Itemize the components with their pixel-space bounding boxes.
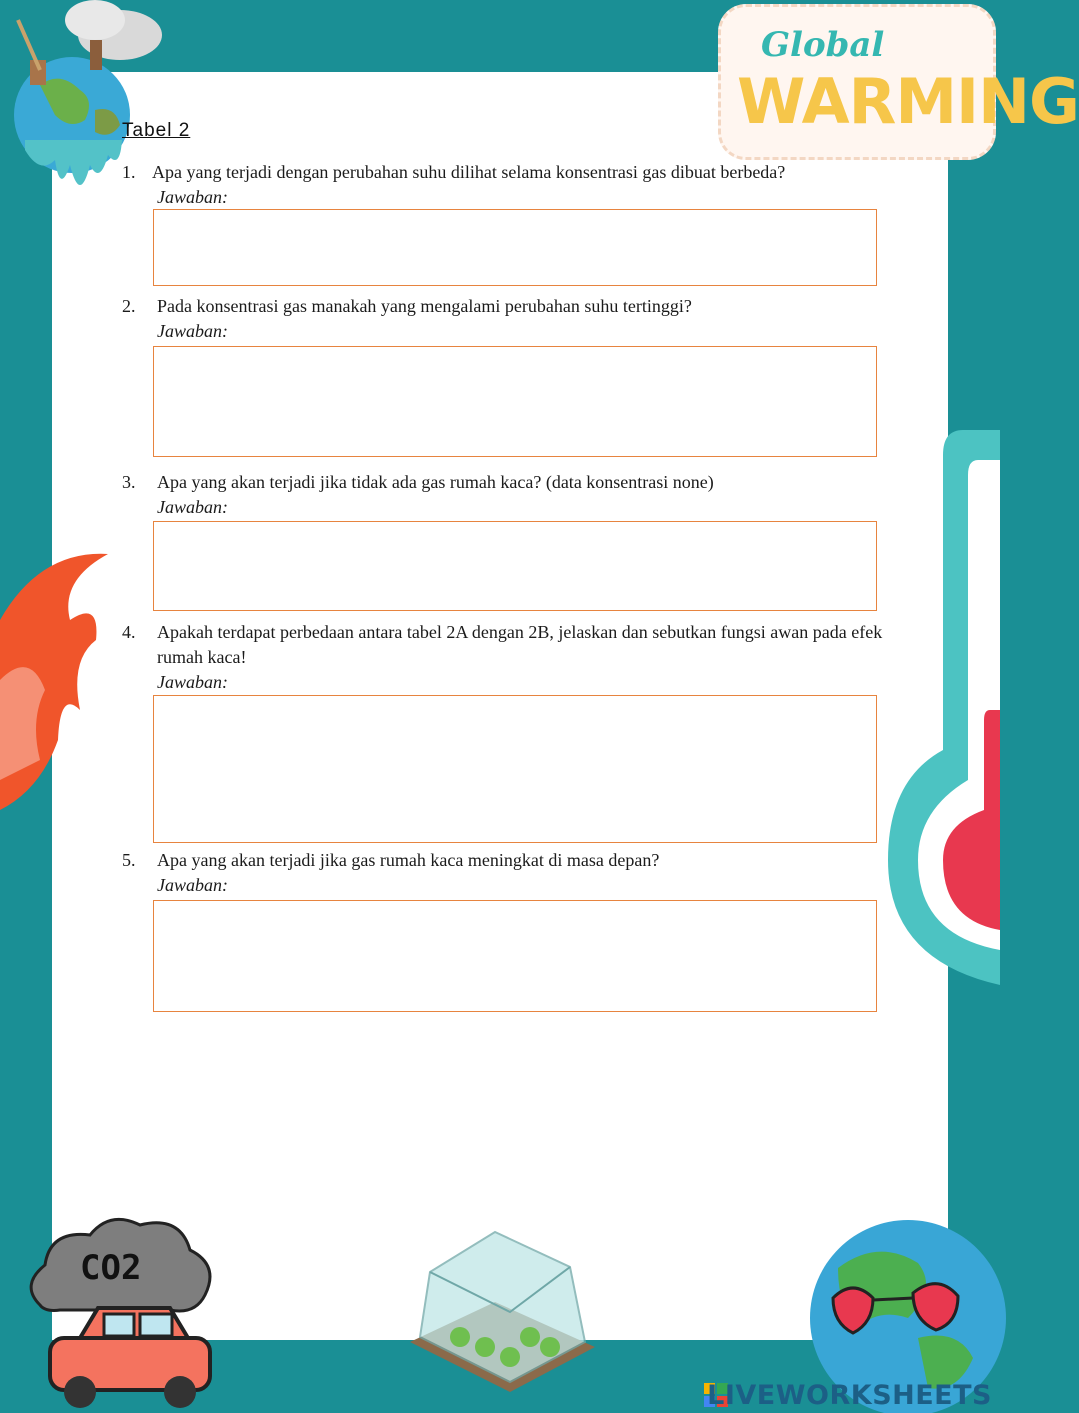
co2-label: CO2	[80, 1248, 142, 1288]
question-4	[122, 620, 892, 695]
answer-input-1[interactable]	[154, 210, 876, 285]
question-text: Apa yang akan terjadi jika gas rumah kaca meningkat di masa depan?	[157, 850, 660, 870]
question-number: 2.	[122, 296, 136, 316]
question-text: Apa yang terjadi dengan perubahan suhu dilihat selama konsentrasi gas dibuat berbeda?	[152, 162, 786, 182]
answer-label: Jawaban:	[157, 321, 228, 341]
question-1	[122, 160, 892, 210]
answer-box-1[interactable]	[153, 209, 877, 286]
answer-box-2[interactable]	[153, 346, 877, 457]
question-2	[122, 294, 892, 344]
question-number: 4.	[122, 622, 136, 642]
co2-car-icon	[20, 1210, 220, 1410]
question-5	[122, 848, 892, 898]
question-number: 1.	[122, 162, 136, 182]
answer-input-2[interactable]	[154, 347, 876, 456]
global-warming-logo	[718, 4, 1079, 160]
answer-box-3[interactable]	[153, 521, 877, 611]
answer-input-4[interactable]	[154, 696, 876, 842]
fire-icon	[0, 540, 112, 820]
answer-box-5[interactable]	[153, 900, 877, 1012]
logo-big-text: WARMING	[737, 65, 1079, 138]
question-text: Apakah terdapat perbedaan antara tabel 2A dengan 2B, jelaskan dan sebutkan fungsi awan pada efek rumah kaca!	[157, 622, 883, 667]
answer-box-4[interactable]	[153, 695, 877, 843]
question-number: 3.	[122, 472, 136, 492]
answer-label: Jawaban:	[157, 672, 228, 692]
question-3	[122, 470, 892, 520]
question-text: Pada konsentrasi gas manakah yang mengalami perubahan suhu tertinggi?	[157, 296, 692, 316]
answer-input-3[interactable]	[154, 522, 876, 610]
question-text: Apa yang akan terjadi jika tidak ada gas rumah kaca? (data konsentrasi none)	[157, 472, 714, 492]
answer-label: Jawaban:	[157, 187, 228, 207]
greenhouse-icon	[400, 1222, 600, 1407]
logo-small-text: Global	[761, 25, 885, 65]
answer-input-5[interactable]	[154, 901, 876, 1011]
thermometer-icon	[888, 420, 1000, 995]
question-number: 5.	[122, 850, 136, 870]
liveworksheets-watermark: LIVEWORKSHEETS	[707, 1380, 992, 1411]
worksheet-title: Tabel 2	[122, 120, 191, 141]
answer-label: Jawaban:	[157, 497, 228, 517]
answer-label: Jawaban:	[157, 875, 228, 895]
